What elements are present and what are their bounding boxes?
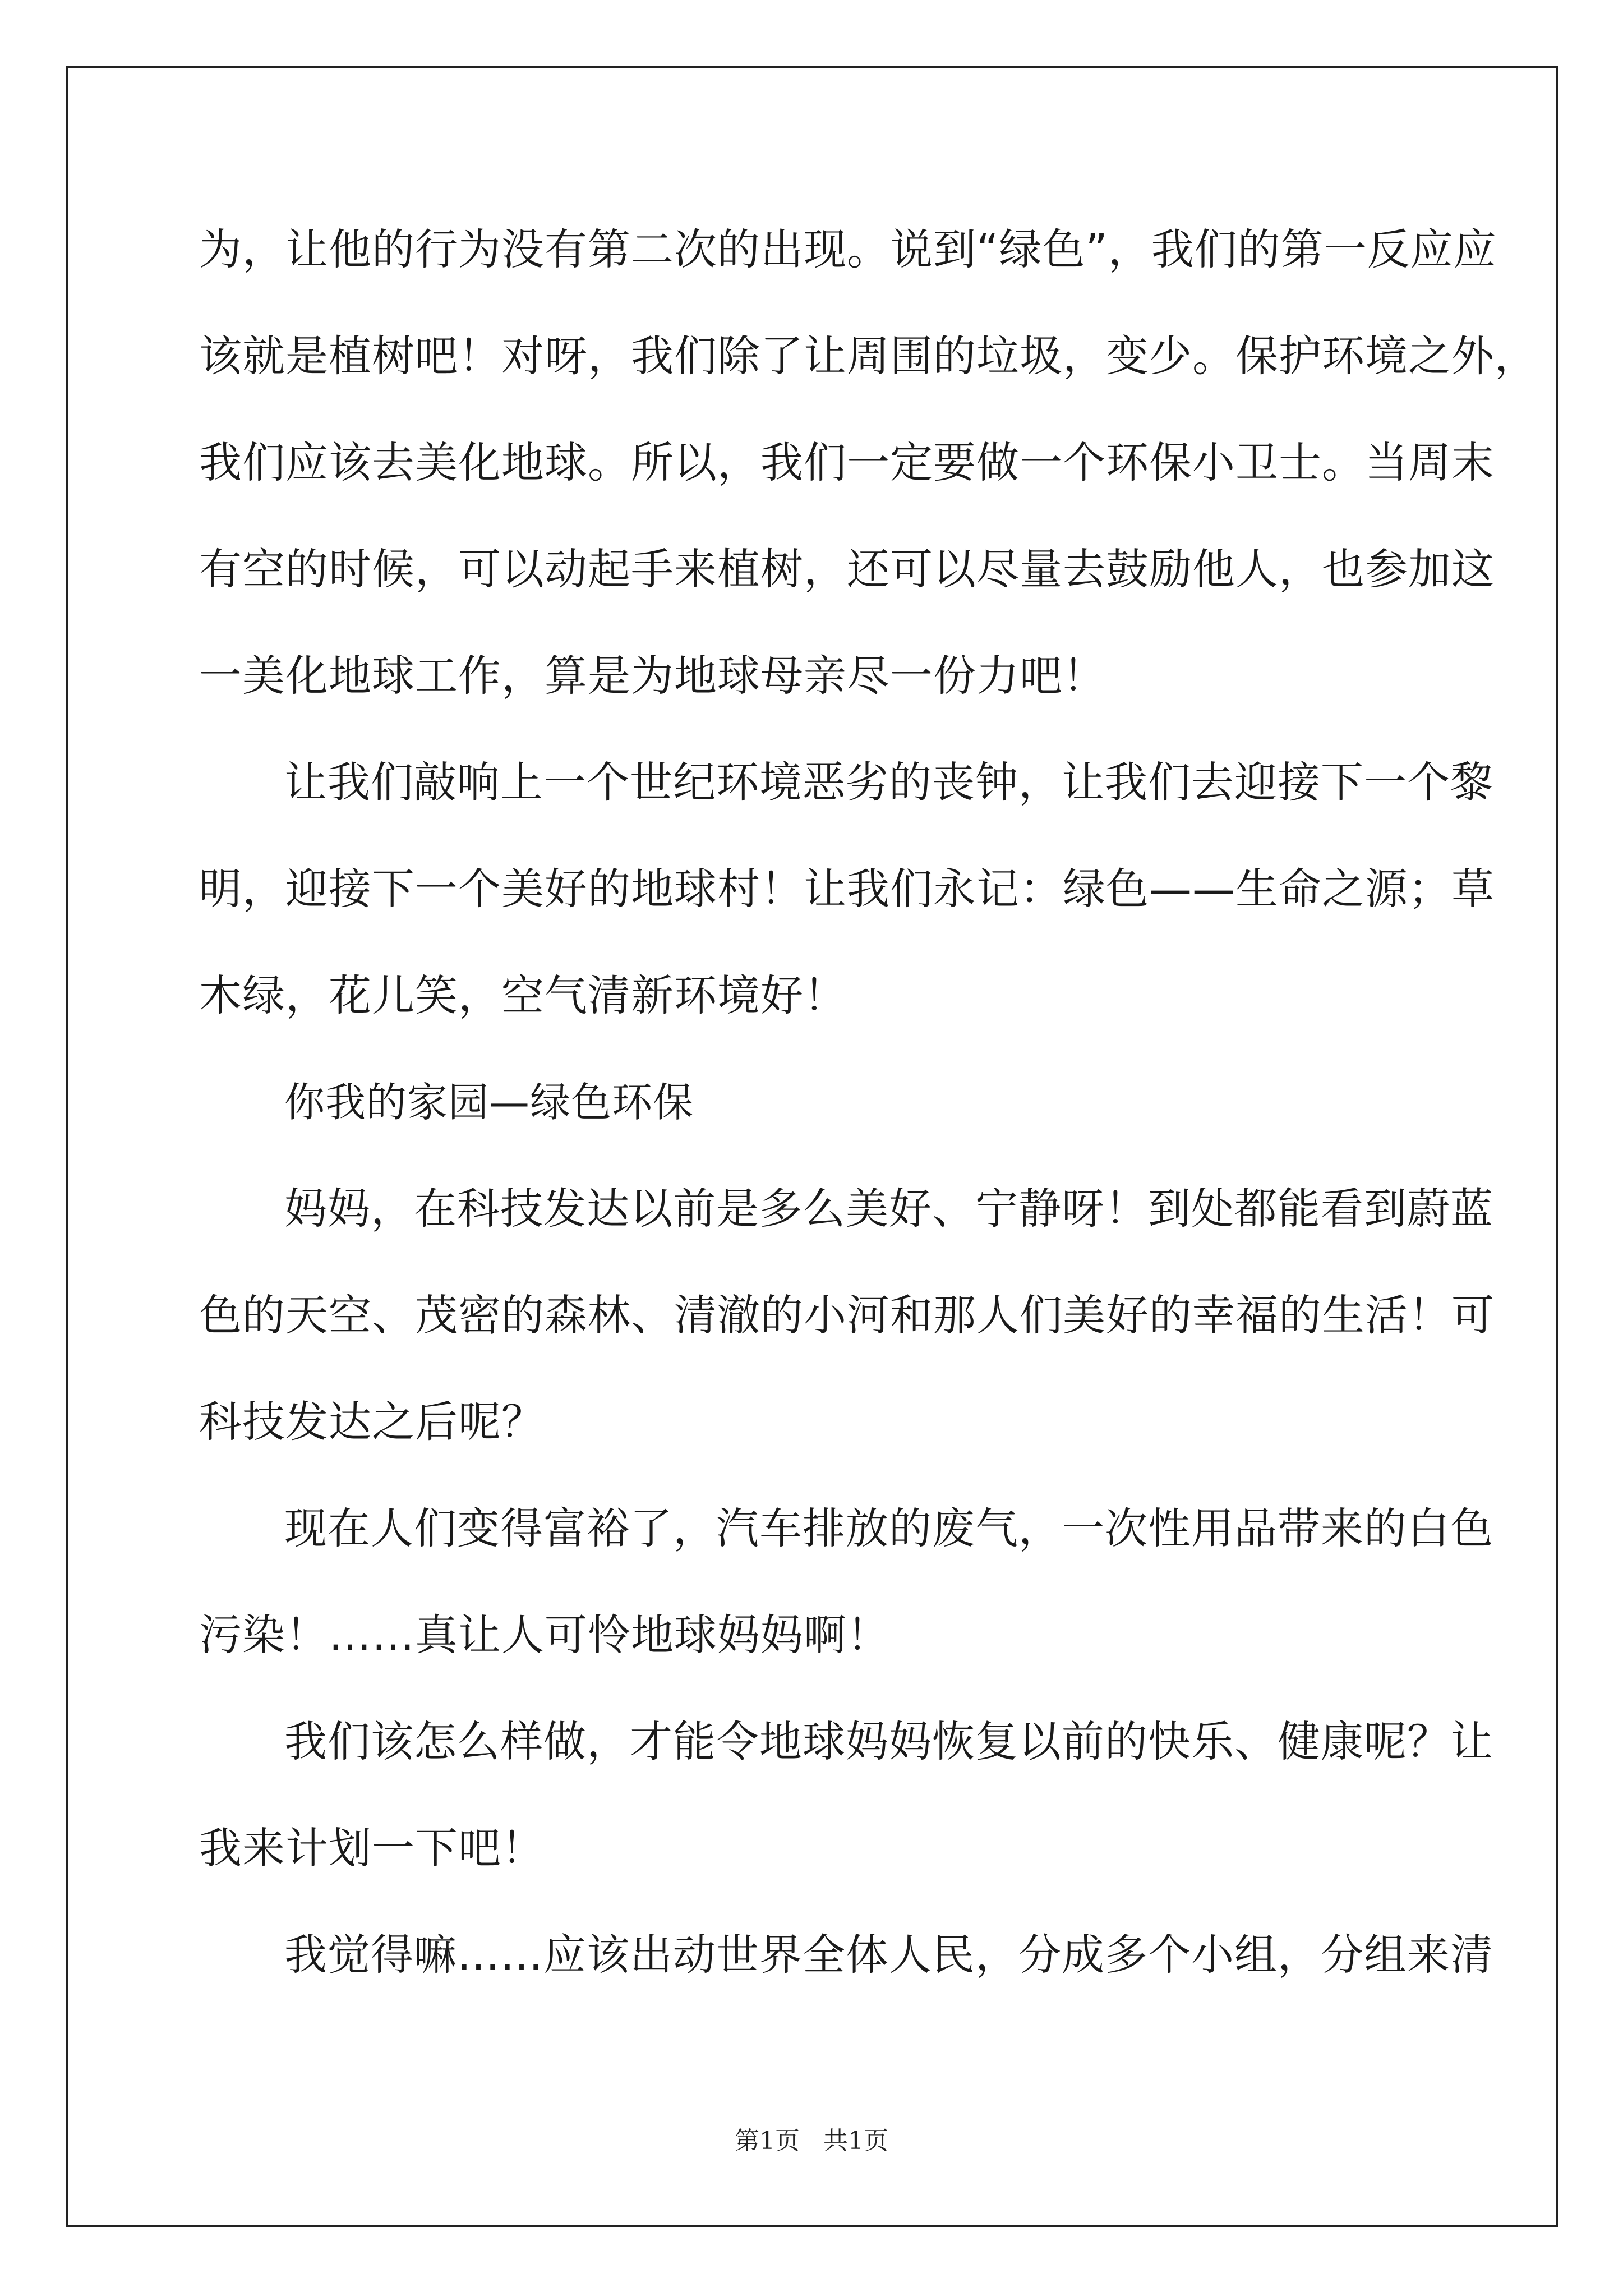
text-line: 科技发达之后呢？: [199, 1397, 545, 1447]
paragraph-start-line: 妈妈，在科技发达以前是多么美好、宁静呀！到处都能看到蔚蓝: [284, 1184, 1493, 1234]
page-footer: [0, 2120, 1623, 2156]
section-heading: 你我的家园—绿色环保: [284, 1079, 694, 1126]
paragraph-start-line: 让我们敲响上一个世纪环境恶劣的丧钟，让我们去迎接下一个黎: [284, 757, 1493, 807]
document-body: [199, 208, 1538, 2019]
paragraph-start-line: 我觉得嘛……应该出动世界全体人民，分成多个小组，分组来清: [284, 1930, 1493, 1980]
text-line: 木绿，花儿笑，空气清新环境好！: [199, 970, 847, 1020]
text-line: 有空的时候，可以动起手来植树，还可以尽量去鼓励他人，也参加这: [199, 544, 1495, 594]
text-line: 污染！……真让人可怜地球妈妈啊！: [199, 1610, 890, 1660]
text-line: 色的天空、茂密的森林、清澈的小河和那人们美好的幸福的生活！可: [199, 1290, 1495, 1340]
text-line: 为，让他的行为没有第二次的出现。说到“绿色”，我们的第一反应应: [199, 224, 1497, 274]
paragraph-start-line: 现在人们变得富裕了，汽车排放的废气，一次性用品带来的白色: [284, 1503, 1493, 1553]
page-number: 第1页: [735, 2127, 800, 2155]
text-line: 一美化地球工作，算是为地球母亲尽一份力吧！: [199, 651, 1106, 701]
text-line: 我来计划一下吧！: [199, 1823, 545, 1873]
text-line: 我们应该去美化地球。所以，我们一定要做一个环保小卫士。当周末: [199, 438, 1495, 487]
text-line: 明，迎接下一个美好的地球村！让我们永记：绿色——生命之源；草: [199, 864, 1495, 914]
page-total: 共1页: [823, 2127, 888, 2155]
text-line: 该就是植树吧！对呀，我们除了让周围的垃圾，变少。保护环境之外，: [199, 331, 1538, 381]
paragraph-start-line: 我们该怎么样做，才能令地球妈妈恢复以前的快乐、健康呢？让: [284, 1717, 1493, 1766]
